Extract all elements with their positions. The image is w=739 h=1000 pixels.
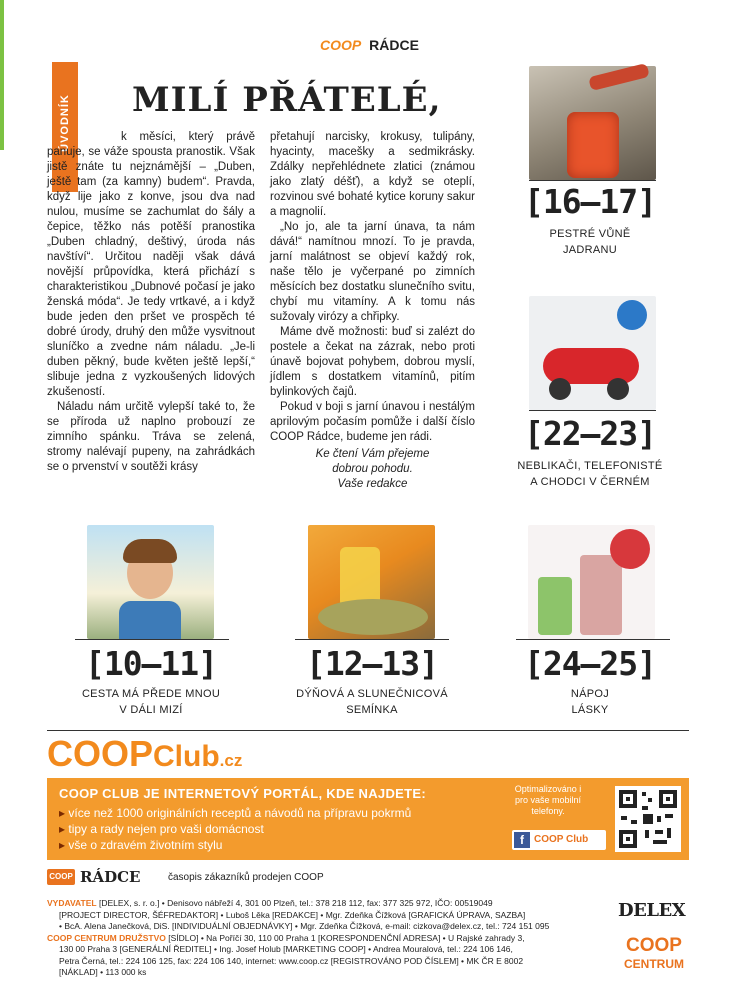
mobile-note: Optimalizováno i pro vaše mobilní telefony. [514,784,582,816]
delex-logo: DELEX [618,900,686,921]
toc-page-range[interactable]: [16–17] [523,182,657,221]
header-brand: COOP [320,37,362,53]
signature-line: Ke čtení Vám přejeme [315,448,430,460]
banner-headline: COOP CLUB JE INTERNETOVÝ PORTÁL, KDE NAJDETE: [59,786,426,801]
footer-coop-logo: COOP [47,869,75,885]
page-title: MILÍ PŘÁTELÉ, [132,80,442,120]
caption-line: V DÁLI MIZÍ [119,704,183,716]
caption-line: SEMÍNKA [346,704,398,716]
caption-line: NÁPOJ [570,688,610,700]
imprint-line: [SÍDLO] • Na Poříčí 30, 110 00 Praha 1 [KORESPONDENČNÍ ADRESA] • U Rajské zahrady 3, [168,932,525,943]
bullet-item: ▸ více než 1000 originálních receptů a návodů na přípravu pokrmů [59,805,411,821]
paragraph: Pokud v boji s jarní únavou i nestálým aprilovým počasím pomůže i další číslo COOP Rádce, budeme jen rádi. [270,401,475,443]
toc-page-range[interactable]: [24–25] [523,644,657,683]
bullet-item: ▸ tipy a rady nejen pro vaši domácnost [59,821,411,837]
toc-caption [505,226,675,258]
banner-bullets [59,805,411,853]
photo-driver-selfie[interactable] [87,525,214,639]
coop-club-banner[interactable] [47,778,689,860]
divider [516,639,670,640]
page-header [0,37,739,53]
caption-line: CESTA MÁ PŘEDE MNOU [81,688,221,700]
logo-word: COOP [47,733,154,774]
photo-seeds-oil[interactable] [308,525,435,639]
imprint-line: [PROJECT DIRECTOR, ŠÉFREDAKTOR] • Luboš Lěka [REDAKCE] • Mgr. Zdeňka Čížková [GRAFICKÁ ÚPRAVA, SAZBA] [59,909,526,920]
facebook-link[interactable] [512,830,606,850]
paragraph: „No jo, ale ta jarní únava, ta nám dává!“ namítnou mnozí. To je pravda, jarní malátnost se objeví každý rok, naše tělo je vyčerpané po zimních měsících bez dostatku slunečního svitu, chybí mu vitamíny. A k tomu nás sužovaly virózy a chřipky. [270,221,475,323]
caption-line: JADRANU [562,244,618,256]
signature [270,447,475,492]
publisher-text: [DELEX, s. r. o.] • Denisovo nábřeží 4, 301 00 Plzeň, tel.: 378 218 112, fax: 377 325 972, IČO: 00519049 [98,898,493,908]
publisher-label: VYDAVATEL [47,898,97,908]
qr-code-icon[interactable] [615,786,681,852]
footer-title: RÁDCE [80,868,141,886]
facebook-label: COOP Club [534,834,589,845]
article-column-1 [47,130,255,475]
divider [529,410,656,411]
logo-tld: .cz [219,751,243,770]
signature-line: Vaše redakce [337,478,408,490]
ribbon-label: ÚVODNÍK [59,94,71,152]
centrum-logo-line: CENTRUM [624,957,684,971]
paragraph: přetahují narcisky, krokusy, tulipány, hyacinty, macešky a sedmikrásky. Zdálky nepřehlédnete zlatici (známou jako zlatý déšť), a když se oteplí, rozvinou své bohaté kytice koruny sakur a magnolií. [270,131,475,218]
toc-caption [505,458,675,490]
toc-caption [278,686,466,718]
divider [295,639,449,640]
toc-page-range[interactable]: [10–11] [84,644,218,683]
paragraph: k měsíci, který právě panuje, se váže spousta pranostik. Však jistě znáte tu nejznámější – „Duben, ještě tam (za kamny) budem“. Pravda, když lije jako z konve, jsou dva nad nulou, musíme se zachumlat do šály a čepice, těžko nás potěší pranostika „Duben chladný, deštivý, úroda nás navštíví“. Určitou naději však dává novější průpovídka, která přichází s charakteristikou „Dubnové počasí je jako ženská móda“. Je tedy vrtkavé, a i když bude jeden den pršet ve prospěch té dobré úrody, druhý den může vysvitnout sluníčko a zvedne nám náladu. „Je-li duben pěkný, bude květen ještě lepší,“ slibuje jedna z vyzkoušených lidových zkušeností. [47,131,255,398]
coop-club-logo[interactable] [47,733,242,775]
centrum-logo-line: COOP [626,935,682,956]
coop-centrum-logo [618,937,690,973]
bullet-item: ▸ vše o zdravém životním stylu [59,837,411,853]
toc-page-range[interactable]: [22–23] [523,414,657,453]
imprint-line: 130 00 Praha 3 [GENERÁLNÍ ŘEDITEL] • Ing. Josef Holub [MARKETING COOP] • Andrea Mouralová, tel.: 224 106 146, [59,944,513,954]
photo-drinks[interactable] [528,525,655,639]
divider [47,730,689,731]
divider [75,639,229,640]
paragraph: Náladu nám určitě vylepší také to, že se příroda už naplno probouzí ze zimního spánku. Tráva se zelená, stromy nalévají pupeny, na zahrádkách se o prvenství v soutěži krásy [47,401,255,473]
toc-caption [505,686,675,718]
centrum-label: COOP CENTRUM DRUŽSTVO [47,932,166,943]
photo-spread-jars[interactable] [529,66,656,180]
imprint-line: • BcA. Alena Janečková, DiS. [INDIVIDUÁLNÍ OBJEDNÁVKY] • Mgr. Zdeňka Čížková, e-mail: cizkova@delex.cz, tel.: 724 151 095 [59,921,550,931]
caption-line: A CHODCI V ČERNÉM [530,476,650,488]
caption-line: DÝŇOVÁ A SLUNEČNICOVÁ [296,688,448,700]
facebook-icon: f [514,832,530,848]
footer-tagline: časopis zákazníků prodejen COOP [168,872,324,883]
signature-line: dobrou pohodu. [332,463,413,475]
green-edge [0,0,4,150]
divider [529,180,656,181]
illustration-car-driver[interactable] [529,296,656,410]
logo-word: Club [153,740,220,773]
paragraph: Máme dvě možnosti: buď si zalézt do postele a čekat na zázrak, nebo proti únavě bojovat pohybem, dobrou myslí, jídlem s dostatkem vitamínů, pitím bylinkových čajů. [270,326,475,398]
article-column-2 [270,130,475,492]
toc-page-range[interactable]: [12–13] [305,644,439,683]
imprint-line: [NÁKLAD] • 113 000 ks [59,967,147,977]
caption-line: NEBLIKAČI, TELEFONISTÉ [517,460,663,472]
toc-caption [60,686,242,718]
caption-line: LÁSKY [571,704,609,716]
header-section: RÁDCE [369,37,419,53]
imprint-line: Petra Černá, tel.: 224 106 125, fax: 224 106 140, internet: www.coop.cz [REGISTROVÁNO POD ČÍSLEM] • MK ČR E 8002 [59,955,524,966]
imprint [47,898,612,979]
caption-line: PESTRÉ VŮNĚ [549,228,631,240]
